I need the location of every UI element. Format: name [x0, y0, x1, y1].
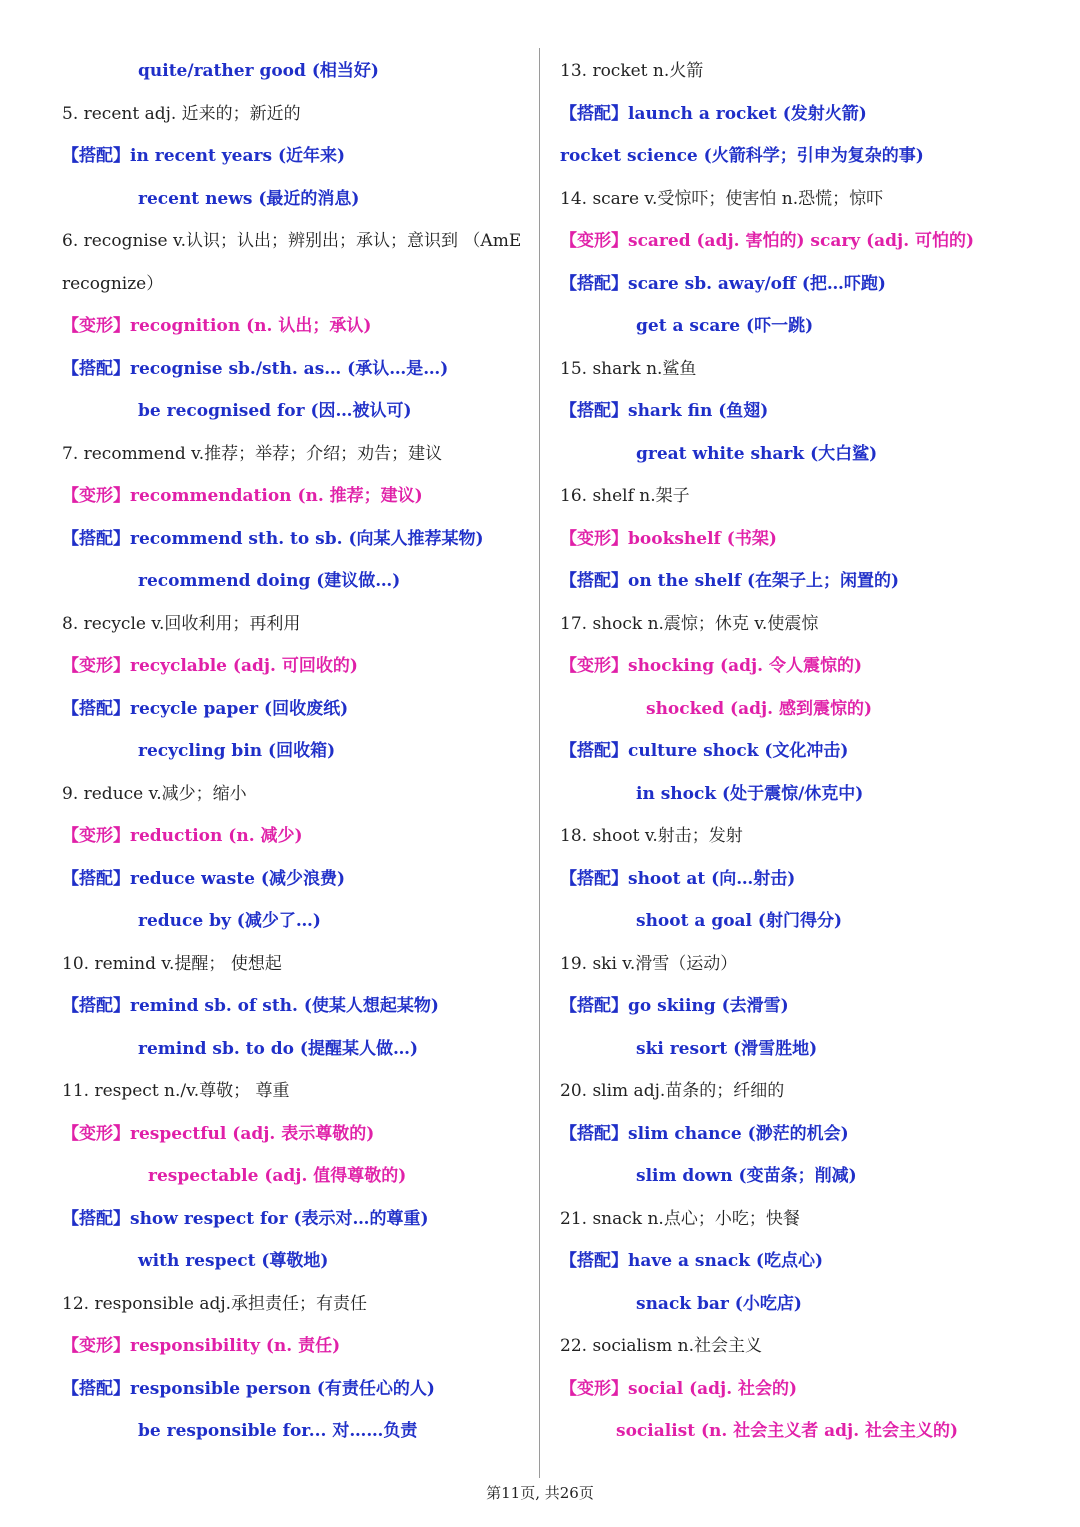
entry-collocation: recycling bin (回收箱)	[138, 741, 336, 761]
entry-headword: 9. reduce v.减少；缩小	[62, 783, 247, 804]
entry-headword: 13. rocket n.火箭	[560, 61, 704, 81]
entry-headword: 19. ski v.滑雪（运动）	[560, 953, 738, 974]
entry-collocation: be responsible for... 对……负责	[138, 1421, 418, 1441]
entry-collocation: 【搭配】reduce waste (减少浪费)	[62, 868, 345, 889]
entry-headword: 7. recommend v.推荐；举荐；介绍；劝告；建议	[62, 443, 443, 464]
entry-variant: 【变形】social (adj. 社会的)	[560, 1378, 798, 1399]
entry-headword: 12. responsible adj.承担责任；有责任	[62, 1293, 368, 1314]
entry-collocation: reduce by (减少了…)	[138, 911, 321, 931]
entry-collocation: 【搭配】shoot at (向…射击)	[560, 868, 796, 889]
entry-variant: 【变形】responsibility (n. 责任)	[62, 1336, 341, 1356]
entry-headword: 21. snack n.点心；小吃；快餐	[560, 1208, 800, 1229]
entry-variant: 【变形】respectful (adj. 表示尊敬的)	[62, 1123, 375, 1144]
entry-collocation: 【搭配】launch a rocket (发射火箭)	[560, 103, 867, 124]
entry-headword: 22. socialism n.社会主义	[560, 1336, 762, 1356]
entry-collocation: 【搭配】recognise sb./sth. as… (承认…是…)	[62, 358, 449, 379]
entry-collocation: in shock (处于震惊/休克中)	[636, 783, 864, 804]
entry-variant: 【变形】recommendation (n. 推荐；建议)	[62, 486, 423, 506]
entry-collocation: get a scare (吓一跳)	[636, 316, 814, 336]
entry-variant: 【变形】reduction (n. 减少)	[62, 826, 303, 846]
entry-collocation: 【搭配】in recent years (近年来)	[62, 146, 346, 166]
entry-headword: 8. recycle v.回收利用；再利用	[62, 613, 301, 634]
entry-variant: respectable (adj. 值得尊敬的)	[148, 1166, 407, 1186]
entry-collocation: 【搭配】scare sb. away/off (把…吓跑)	[560, 273, 886, 294]
entry-headword: 6. recognise v.认识；认出；辨别出；承认；意识到 （AmE	[62, 231, 522, 251]
entry-collocation: recommend doing (建议做…)	[138, 571, 401, 591]
entry-collocation: 【搭配】responsible person (有责任心的人)	[62, 1378, 435, 1399]
entry-collocation: be recognised for (因…被认可)	[138, 401, 412, 421]
left-column	[62, 50, 532, 1453]
entry-collocation: rocket science (火箭科学；引申为复杂的事)	[560, 146, 924, 166]
entry-collocation: remind sb. to do (提醒某人做…)	[138, 1038, 419, 1059]
entry-variant: 【变形】recyclable (adj. 可回收的)	[62, 656, 358, 676]
entry-collocation: 【搭配】shark fin (鱼翅)	[560, 401, 769, 421]
entry-collocation: shoot a goal (射门得分)	[636, 911, 843, 931]
entry-collocation: ski resort (滑雪胜地)	[636, 1038, 818, 1059]
entry-variant: socialist (n. 社会主义者 adj. 社会主义的)	[616, 1421, 959, 1441]
entry-headword: recognize）	[62, 273, 164, 294]
entry-collocation: 【搭配】culture shock (文化冲击)	[560, 741, 849, 761]
entry-collocation: 【搭配】show respect for (表示对…的尊重)	[62, 1208, 429, 1229]
entry-variant: shocked (adj. 感到震惊的)	[646, 698, 872, 719]
entry-headword: 10. remind v.提醒； 使想起	[62, 953, 282, 974]
entry-collocation: quite/rather good (相当好)	[138, 61, 379, 81]
entry-headword: 20. slim adj.苗条的；纤细的	[560, 1081, 785, 1101]
entry-collocation: snack bar (小吃店)	[636, 1293, 802, 1314]
entry-headword: 18. shoot v.射击；发射	[560, 826, 743, 846]
column-divider	[539, 48, 540, 1478]
entry-collocation: 【搭配】recommend sth. to sb. (向某人推荐某物)	[62, 528, 484, 549]
entry-variant: 【变形】scared (adj. 害怕的) scary (adj. 可怕的)	[560, 231, 975, 251]
entry-collocation: 【搭配】slim chance (渺茫的机会)	[560, 1123, 849, 1144]
entry-collocation: 【搭配】remind sb. of sth. (使某人想起某物)	[62, 996, 439, 1016]
entry-variant: 【变形】recognition (n. 认出；承认)	[62, 316, 372, 336]
entry-collocation: great white shark (大白鲨)	[636, 443, 878, 464]
right-column	[560, 50, 1060, 1453]
entry-headword: 17. shock n.震惊；休克 v.使震惊	[560, 613, 819, 634]
entry-headword: 16. shelf n.架子	[560, 486, 690, 506]
entry-collocation: 【搭配】go skiing (去滑雪)	[560, 996, 789, 1016]
entry-headword: 14. scare v.受惊吓；使害怕 n.恐慌；惊吓	[560, 188, 884, 209]
entry-collocation: slim down (变苗条；削减)	[636, 1166, 857, 1186]
entry-collocation: 【搭配】have a snack (吃点心)	[560, 1251, 824, 1271]
entry-collocation: 【搭配】recycle paper (回收废纸)	[62, 698, 349, 719]
entry-headword: 11. respect n./v.尊敬； 尊重	[62, 1081, 290, 1101]
entry-headword: 15. shark n.鲨鱼	[560, 358, 697, 379]
entry-headword: 5. recent adj. 近来的；新近的	[62, 103, 301, 124]
entry-collocation: with respect (尊敬地)	[138, 1251, 329, 1271]
entry-variant: 【变形】bookshelf (书架)	[560, 528, 777, 549]
entry-variant: 【变形】shocking (adj. 令人震惊的)	[560, 656, 862, 676]
entry-collocation: recent news (最近的消息)	[138, 188, 360, 209]
page-footer: 第11页, 共26页	[486, 1484, 594, 1502]
entry-collocation: 【搭配】on the shelf (在架子上；闲置的)	[560, 571, 900, 591]
